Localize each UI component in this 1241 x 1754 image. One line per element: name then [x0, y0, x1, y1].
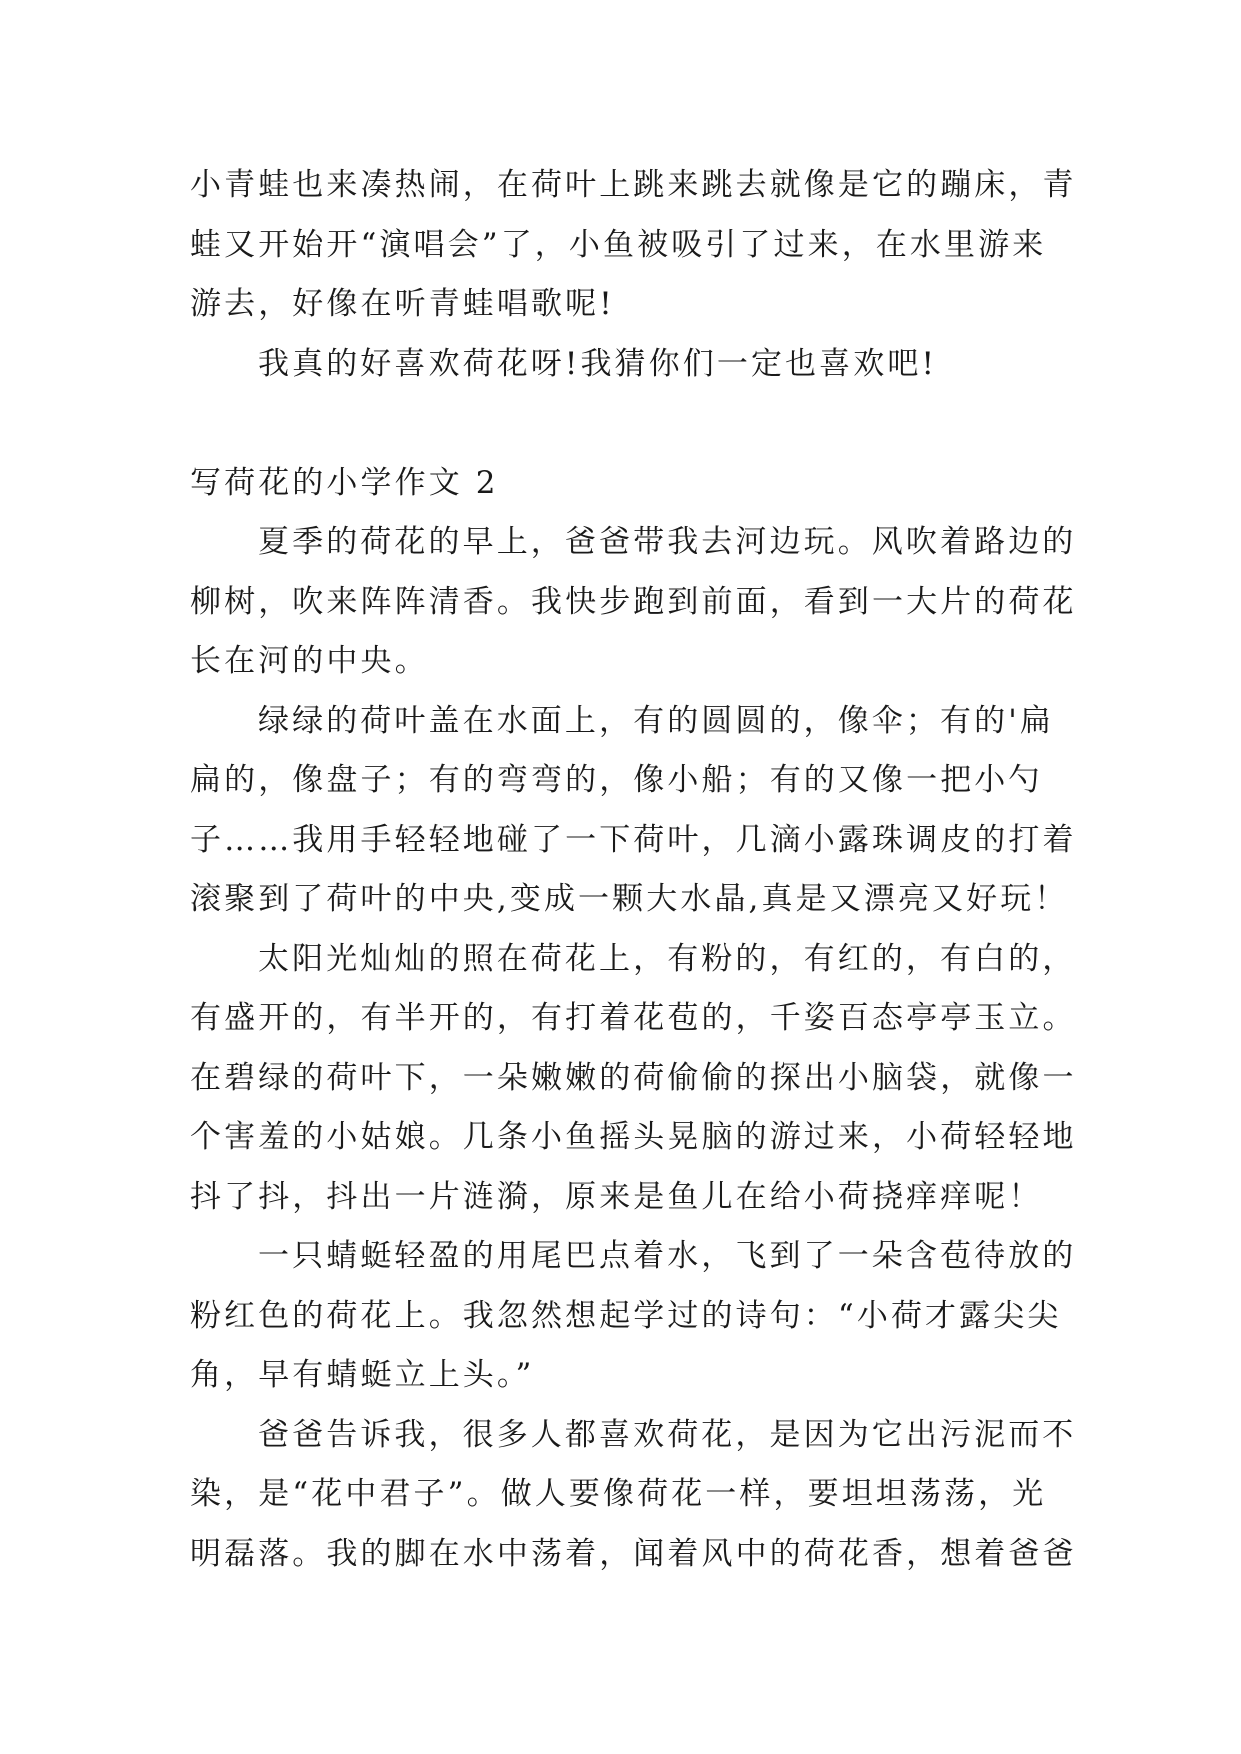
essay-body	[190, 156, 1077, 1584]
paragraph-line: 蛙又开始开“演唱会”了，小鱼被吸引了过来，在水里游来	[190, 226, 1047, 263]
paragraph-line: 柳树，吹来阵阵清香。我快步跑到前面，看到一大片的荷花	[190, 583, 1077, 620]
paragraph-line: 一只蜻蜓轻盈的用尾巴点着水，飞到了一朵含苞待放的	[258, 1238, 1077, 1274]
paragraph-line: 绿绿的荷叶盖在水面上，有的圆圆的，像伞；有的'扁	[258, 702, 1054, 739]
closing-sentence: 我真的好喜欢荷花呀!我猜你们一定也喜欢吧!	[258, 345, 938, 382]
paragraph-line: 夏季的荷花的早上，爸爸带我去河边玩。风吹着路边的	[258, 524, 1077, 560]
paragraph-line: 个害羞的小姑娘。几条小鱼摇头晃脑的游过来，小荷轻轻地	[190, 1119, 1077, 1155]
paragraph-line: 子……我用手轻轻地碰了一下荷叶，几滴小露珠调皮的打着	[190, 821, 1077, 858]
paragraph-line: 在碧绿的荷叶下，一朵嫩嫩的荷偷偷的探出小脑袋，就像一	[190, 1059, 1077, 1096]
paragraph-line: 有盛开的，有半开的，有打着花苞的，千姿百态亭亭玉立。	[190, 1000, 1077, 1036]
paragraph-line: 粉红色的荷花上。我忽然想起学过的诗句：“小荷才露尖尖	[190, 1297, 1062, 1334]
paragraph-line: 游去，好像在听青蛙唱歌呢!	[190, 286, 615, 322]
paragraph-line: 抖了抖，抖出一片涟漪，原来是鱼儿在给小荷挠痒痒呢！	[190, 1178, 1043, 1215]
paragraph-line: 角，早有蜻蜓立上头。”	[190, 1357, 535, 1393]
paragraph-line: 滚聚到了荷叶的中央,变成一颗大水晶,真是又漂亮又好玩！	[190, 881, 1069, 917]
paragraph-line: 太阳光灿灿的照在荷花上，有粉的，有红的，有白的，	[258, 940, 1077, 977]
paragraph-line: 染，是“花中君子”。做人要像荷花一样，要坦坦荡荡，光	[190, 1476, 1047, 1512]
paragraph-line: 爸爸告诉我，很多人都喜欢荷花，是因为它出污泥而不	[258, 1416, 1077, 1453]
paragraph-line: 长在河的中央。	[190, 643, 429, 679]
paragraph-line: 小青蛙也来凑热闹，在荷叶上跳来跳去就像是它的蹦床，青	[190, 167, 1077, 203]
essay-title: 写荷花的小学作文 2	[190, 464, 499, 501]
section-gap	[190, 394, 1070, 454]
paragraph-line: 明磊落。我的脚在水中荡着，闻着风中的荷花香，想着爸爸	[190, 1535, 1077, 1572]
paragraph-line: 扁的，像盘子；有的弯弯的，像小船；有的又像一把小勺	[190, 762, 1043, 798]
